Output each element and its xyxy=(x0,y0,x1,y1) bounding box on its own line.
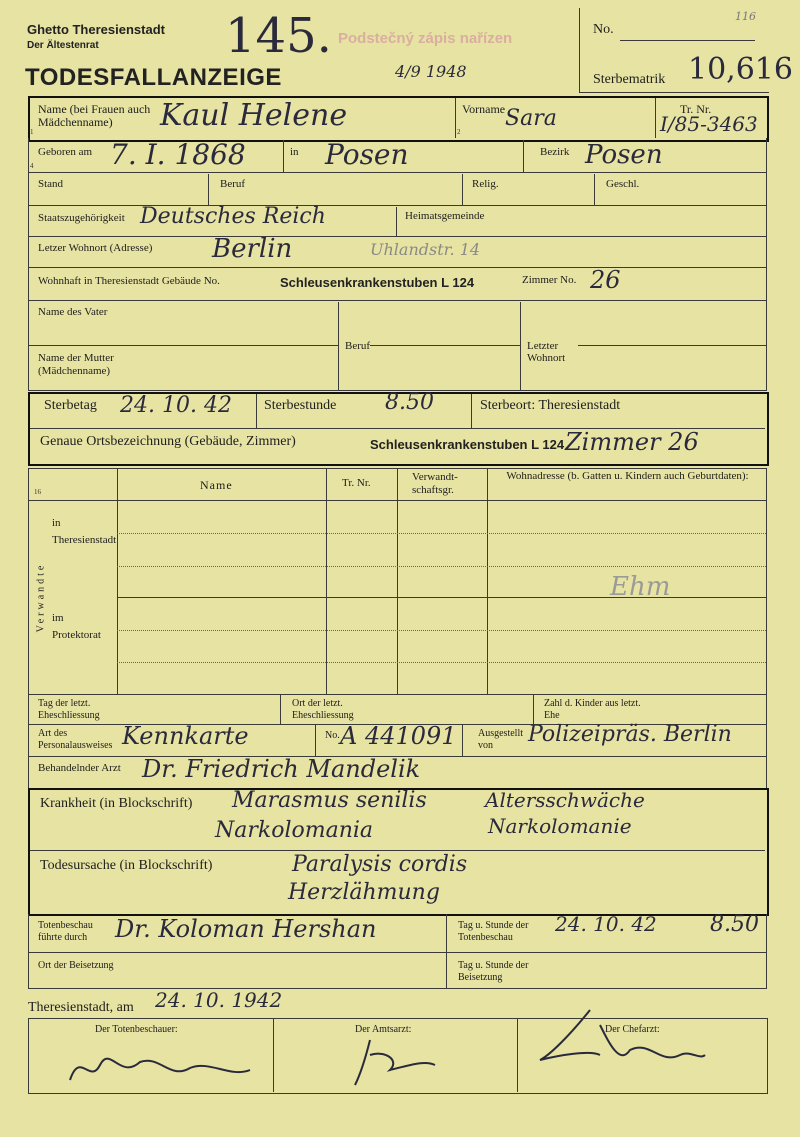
sterbestunde-label: Sterbestunde xyxy=(264,398,337,413)
place-date-value: 24. 10. 1942 xyxy=(155,988,283,1012)
ursache-2: Herzlähmung xyxy=(288,880,440,905)
ausweis-label: Art des Personalausweises xyxy=(38,728,113,751)
form-title: TODESFALLANZEIGE xyxy=(25,64,282,91)
name-value: Kaul Helene xyxy=(160,98,348,133)
trnr-value: I/85-3463 xyxy=(660,112,758,136)
ortsbez-value: Schleusenkrankenstuben L 124 xyxy=(370,437,565,452)
krankheit-label: Krankheit (in Blockschrift) xyxy=(40,796,193,811)
krankheit-1b: Altersschwäche xyxy=(485,788,645,812)
ausweis-value: Kennkarte xyxy=(122,722,249,750)
vorname-label: Vorname xyxy=(462,102,506,116)
ortsbez-zimmer: Zimmer 26 xyxy=(565,428,699,456)
krankheit-1a: Marasmus senilis xyxy=(232,788,427,813)
zimmer-label: Zimmer No. xyxy=(522,274,577,286)
corner-number: 116 xyxy=(735,10,756,23)
col-wohn: Wohnadresse (b. Gatten u. Kindern auch Geburtdaten): xyxy=(506,470,749,482)
sterbeort-label: Sterbeort: Theresienstadt xyxy=(480,398,621,413)
sig1-label: Der Totenbeschauer: xyxy=(95,1024,178,1035)
letzter-wohnort-label: Letzter Wohnort xyxy=(527,340,566,364)
name-label: Name (bei Frauen auch Mädchenname) xyxy=(38,102,151,129)
ausgestellt-label: Ausgestellt von xyxy=(478,728,523,751)
tag-beschau-value: 24. 10. 42 xyxy=(555,912,657,936)
col-trnr: Tr. Nr. xyxy=(342,477,371,489)
org-name: Ghetto Theresienstadt xyxy=(27,22,165,37)
sterbetag-label: Sterbetag xyxy=(44,398,97,413)
arzt-label: Behandelnder Arzt xyxy=(38,762,121,774)
vater-label: Name des Vater xyxy=(38,306,108,318)
krankheit-2b: Narkolomanie xyxy=(488,814,632,838)
wohnort-label: Letzer Wohnort (Adresse) xyxy=(38,242,153,254)
ehe-ort-label: Ort der letzt. Eheschliessung xyxy=(292,698,354,721)
ausgestellt-value: Polizeipräs. Berlin xyxy=(528,722,732,747)
ursache-label: Todesursache (in Blockschrift) xyxy=(40,858,213,873)
sterbematrik-value: 10,616 xyxy=(688,52,793,87)
in-label: in xyxy=(290,146,299,158)
krankheit-2a: Narkolomania xyxy=(215,818,374,843)
sterbestunde-value: 8.50 xyxy=(385,390,434,415)
trnr-label: Tr. Nr. xyxy=(680,102,712,116)
col-name: Name xyxy=(200,478,233,492)
in-value: Posen xyxy=(325,138,409,171)
ehe-tag-label: Tag der letzt. Eheschliessung xyxy=(38,698,100,721)
org-subname: Der Ältestenrat xyxy=(27,40,99,51)
side-verwandte: Verwandte xyxy=(35,562,47,633)
stamp-date: 4/9 1948 xyxy=(395,62,467,81)
tag-beschau-label: Tag u. Stunde der Totenbeschau xyxy=(458,920,529,943)
geboren-value: 7. I. 1868 xyxy=(110,138,246,171)
col-verw: Verwandt-schaftsgr. xyxy=(412,471,458,496)
wohnort-extra: Uhlandstr. 14 xyxy=(370,240,481,259)
place-date-label: Theresienstadt, am xyxy=(28,1000,134,1015)
row-theresienstadt: in Theresienstadt xyxy=(52,517,117,546)
signature-amtsarzt xyxy=(340,1030,450,1090)
beruf2-label: Beruf xyxy=(345,340,371,352)
signature-totenbeschauer xyxy=(60,1040,260,1090)
relig-label: Relig. xyxy=(472,178,499,190)
beschau-value: Dr. Koloman Hershan xyxy=(115,915,377,943)
geschl-label: Geschl. xyxy=(606,178,640,190)
kinder-label: Zahl d. Kinder aus letzt. Ehe xyxy=(544,698,641,721)
tag-beisetzung-label: Tag u. Stunde der Beisetzung xyxy=(458,960,529,983)
beruf-label: Beruf xyxy=(220,178,246,190)
ausweis-no-value: A 441091 xyxy=(340,722,457,750)
heimat-label: Heimatsgemeinde xyxy=(405,210,485,222)
sterbetag-value: 24. 10. 42 xyxy=(120,393,232,418)
wohnhaft-value: Schleusenkrankenstuben L 124 xyxy=(280,275,475,290)
relatives-scribble: Ehm xyxy=(610,572,671,602)
ursache-1: Paralysis cordis xyxy=(292,852,468,877)
signature-chefarzt xyxy=(530,1005,710,1090)
sig2-label: Der Amtsarzt: xyxy=(355,1024,412,1035)
no-label: No. xyxy=(593,22,614,37)
mutter-label: Name der Mutter (Mädchenname) xyxy=(38,352,114,377)
sterbematrik-label: Sterbematrik xyxy=(593,72,666,87)
sig3-label: Der Chefarzt: xyxy=(605,1024,660,1035)
vorname-value: Sara xyxy=(505,106,557,131)
document-number: 145. xyxy=(225,8,332,64)
red-stamp: Podstečný zápis nařízen xyxy=(338,30,513,47)
staat-value: Deutsches Reich xyxy=(140,204,326,229)
geboren-label: Geboren am xyxy=(38,146,93,158)
beschau-label: Totenbeschau führte durch xyxy=(38,920,93,943)
zimmer-value: 26 xyxy=(590,266,621,294)
stunde-beschau-value: 8.50 xyxy=(710,912,759,937)
ausweis-no-label: No. xyxy=(325,730,340,741)
beisetzung-label: Ort der Beisetzung xyxy=(38,960,114,971)
bezirk-value: Posen xyxy=(585,140,663,170)
ortsbez-label: Genaue Ortsbezeichnung (Gebäude, Zimmer) xyxy=(40,434,296,449)
row-protektorat: im Protektorat xyxy=(52,612,101,641)
bezirk-label: Bezirk xyxy=(540,146,570,158)
stand-label: Stand xyxy=(38,178,64,190)
wohnhaft-label: Wohnhaft in Theresienstadt Gebäude No. xyxy=(38,275,220,287)
staat-label: Staatszugehörigkeit xyxy=(38,212,125,224)
wohnort-value: Berlin xyxy=(212,234,293,264)
arzt-value: Dr. Friedrich Mandelik xyxy=(142,755,421,783)
